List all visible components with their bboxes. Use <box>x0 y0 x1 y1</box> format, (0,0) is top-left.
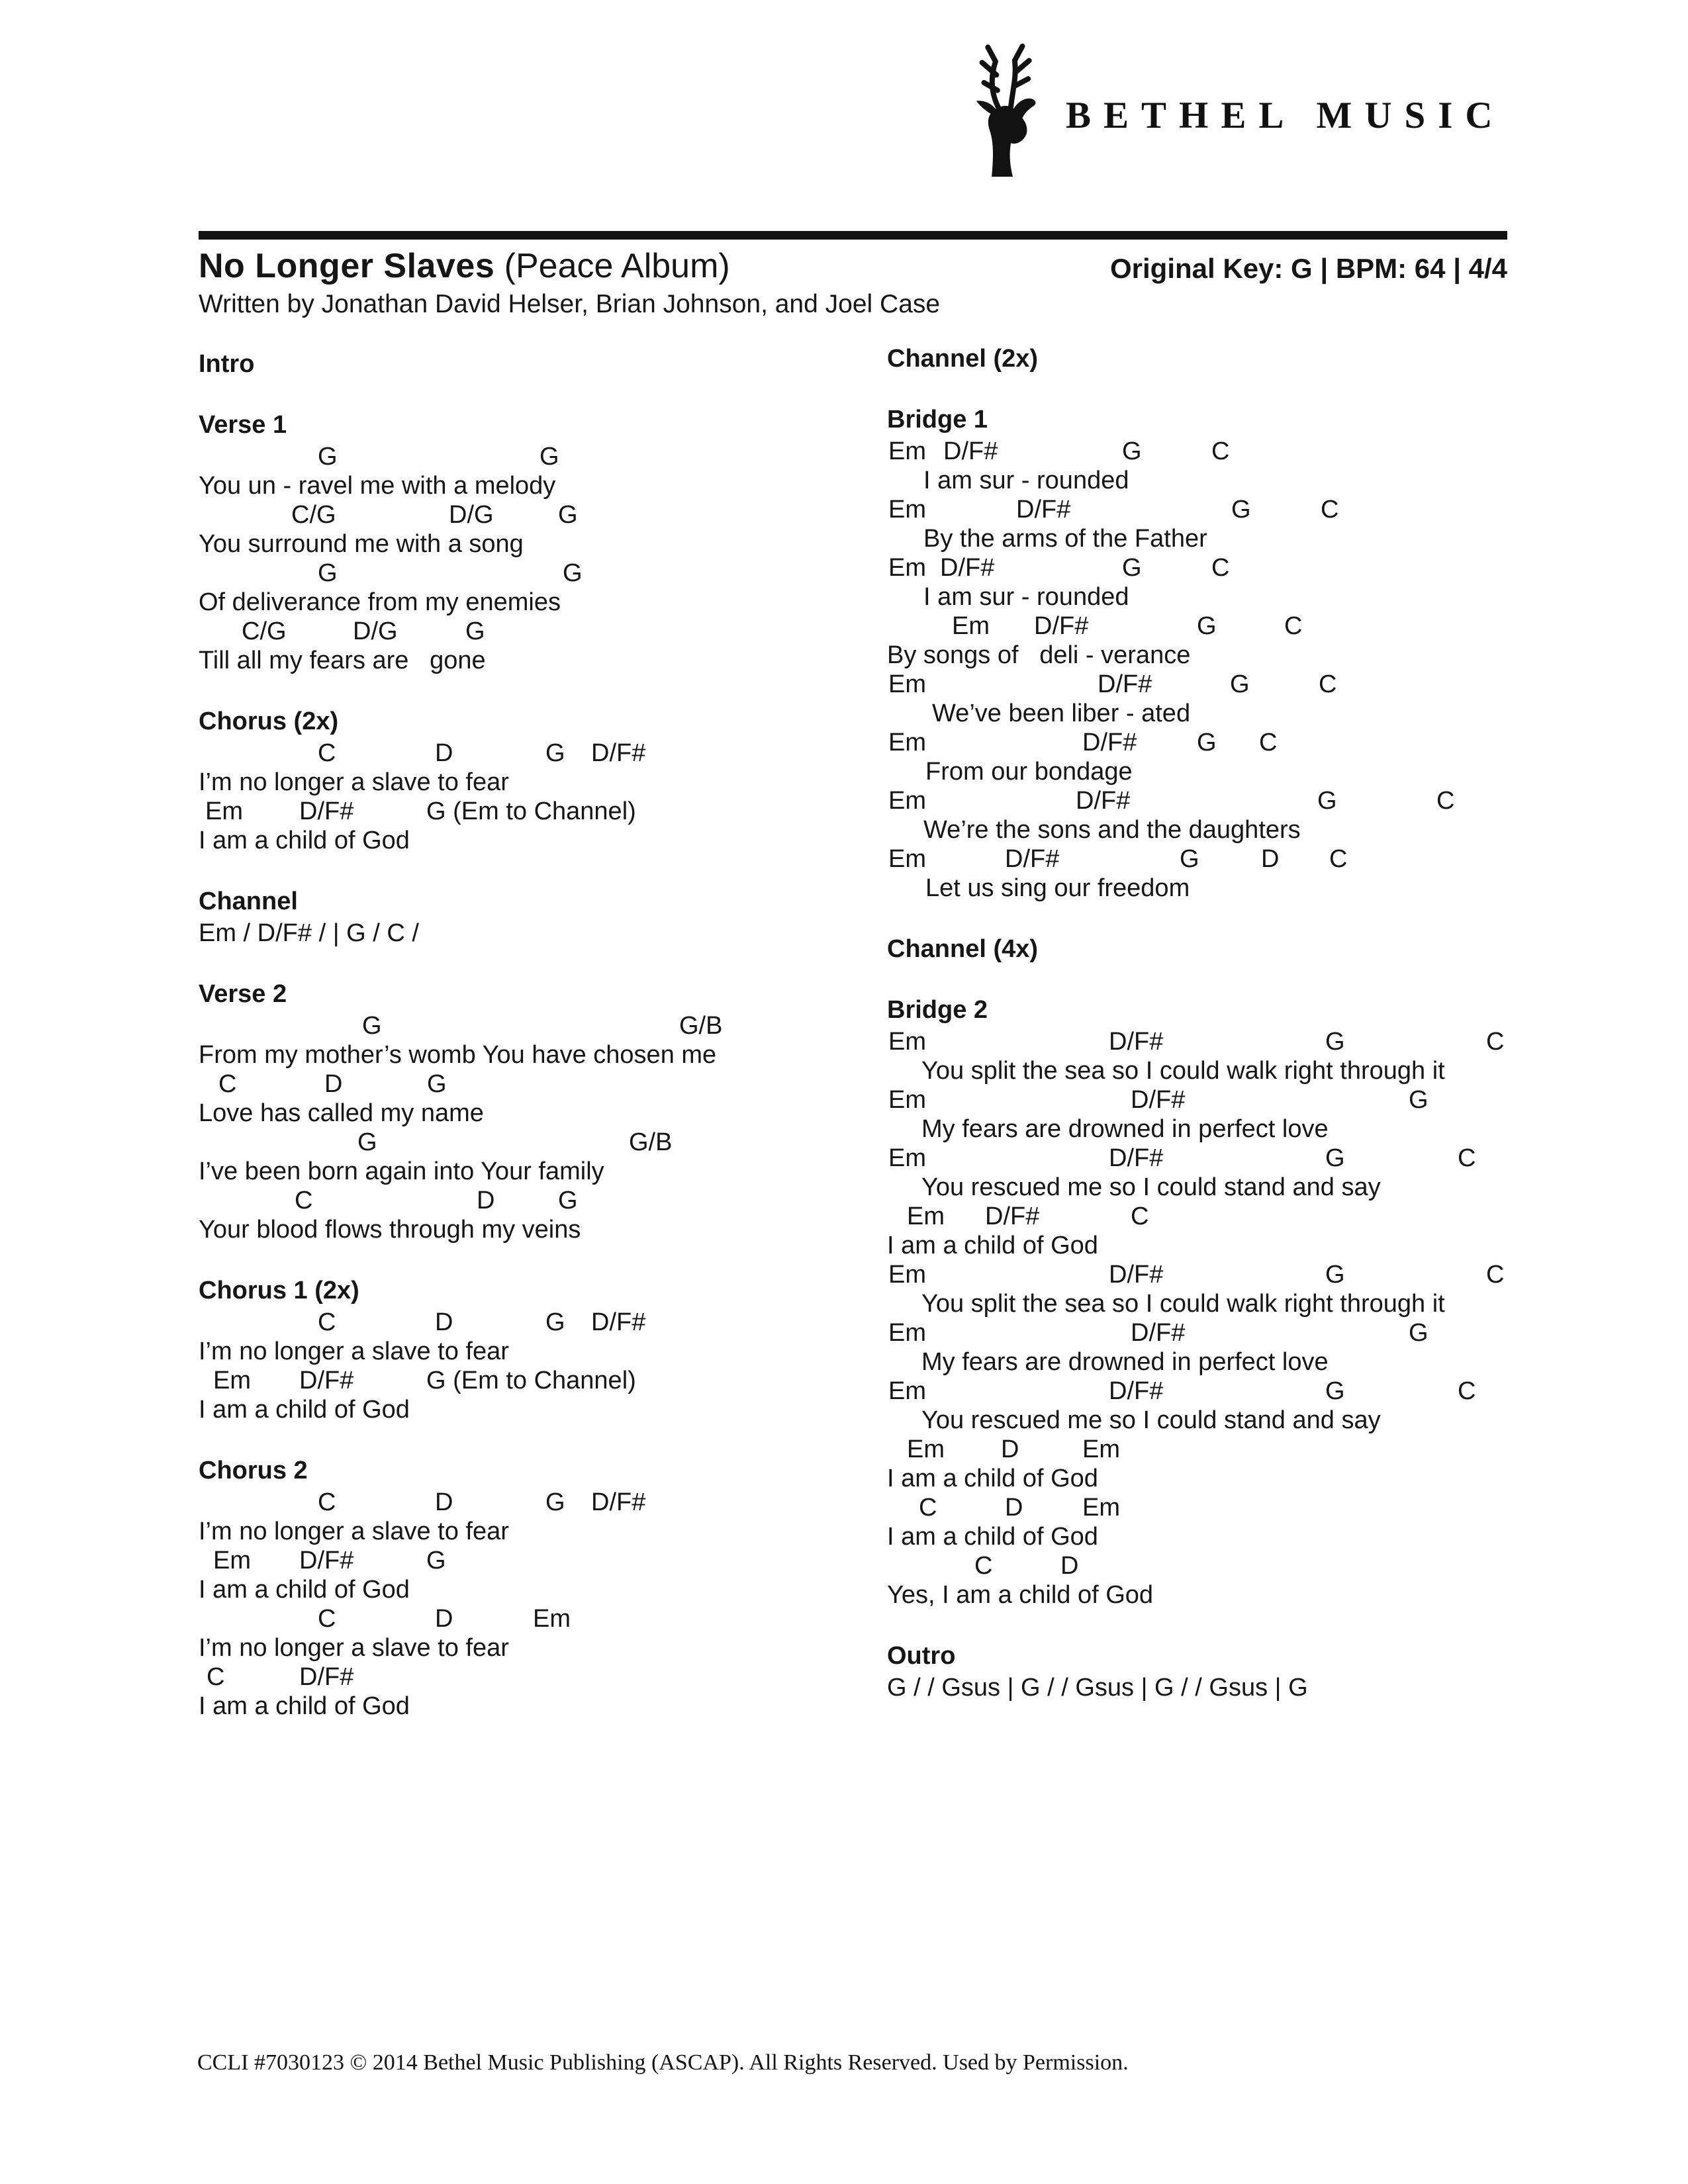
chord-line <box>199 1308 887 1337</box>
chord-token: Em <box>205 797 243 825</box>
chord-token: G <box>427 1070 447 1098</box>
song-title: No Longer Slaves <box>199 247 495 285</box>
chord-token: Em <box>888 729 926 756</box>
chord-token: D/F# <box>1098 670 1152 698</box>
lyric-line: You un - ravel me with a melody <box>199 472 556 500</box>
chord-line <box>887 1085 1688 1115</box>
chord-token: G <box>357 1128 377 1156</box>
bethel-music-logo <box>955 42 1505 177</box>
lyric-line: Yes, I am a child of God <box>887 1581 1154 1609</box>
chord-line <box>199 617 887 646</box>
chord-token: Em <box>888 1377 926 1405</box>
chord-token: Em <box>213 1547 251 1574</box>
chord-token: G <box>563 559 583 587</box>
chord-line <box>887 728 1688 757</box>
chord-token: D/F# <box>1109 1377 1164 1405</box>
section-outro <box>887 1641 1688 1702</box>
chord-token: G <box>558 1187 578 1214</box>
chord-line <box>199 1011 887 1040</box>
chord-token: C <box>1458 1144 1476 1172</box>
section-intro <box>199 349 887 379</box>
chord-token: G <box>1231 496 1251 523</box>
chord-token: G <box>1325 1028 1345 1056</box>
chord-line <box>887 1435 1688 1464</box>
chord-token: D <box>1261 845 1280 873</box>
section-bridge-1 <box>887 405 1688 903</box>
chord-token: Em <box>213 1367 251 1394</box>
chord-token: Em <box>888 845 926 873</box>
chord-token: Em <box>888 1144 926 1172</box>
chord-token: D <box>1060 1552 1079 1580</box>
lyric-line: We’ve been liber - ated <box>932 700 1191 727</box>
chart-column-left <box>199 349 887 1752</box>
section-bridge-2 <box>887 995 1688 1610</box>
chord-token: G (Em to Channel) <box>426 797 636 825</box>
chord-token: G <box>1230 670 1250 698</box>
chord-line <box>887 553 1688 582</box>
lyric-line: I’m no longer a slave to fear <box>199 768 509 796</box>
chord-token: C <box>1321 496 1339 523</box>
chord-line <box>887 1318 1688 1347</box>
section-verse-1 <box>199 410 887 675</box>
chord-token: G/B <box>679 1012 723 1040</box>
chord-token: Em <box>907 1435 945 1463</box>
chord-line <box>887 844 1688 874</box>
chord-token: D <box>435 1488 453 1516</box>
footer-copyright: CCLI #7030123 © 2014 Bethel Music Publishing (ASCAP). All Rights Reserved. Used by Permission. <box>197 2050 1129 2075</box>
chord-token: C <box>318 1488 336 1516</box>
chord-token: D/F# <box>299 1663 354 1691</box>
chord-token: D/F# <box>299 1547 354 1574</box>
divider-rule <box>199 231 1507 240</box>
chord-token: D/F# <box>591 739 646 767</box>
chord-token: G <box>539 443 559 471</box>
chord-token: C <box>1486 1028 1505 1056</box>
chord-token: C <box>1131 1203 1149 1230</box>
section-header: Verse 1 <box>199 411 287 439</box>
chord-token: C <box>974 1552 993 1580</box>
chord-token: Em <box>888 437 926 465</box>
chord-token: G <box>1197 729 1217 756</box>
chord-token: G <box>1122 437 1142 465</box>
lyric-line: You rescued me so I could stand and say <box>921 1173 1381 1201</box>
chord-line <box>887 1493 1688 1522</box>
lyric-line: I am sur - rounded <box>923 583 1129 611</box>
section-header: Bridge 1 <box>887 406 988 433</box>
lyric-line: I am a child of God <box>199 1576 410 1604</box>
lyric-line: We’re the sons and the daughters <box>923 816 1301 844</box>
chord-token: D/F# <box>1005 845 1060 873</box>
chord-token: G <box>362 1012 382 1040</box>
lyric-line: I am a child of God <box>887 1232 1098 1259</box>
chord-token: Em <box>888 554 926 582</box>
chord-line <box>887 1202 1688 1231</box>
chord-token: Em <box>907 1203 945 1230</box>
chord-token: D <box>1005 1494 1023 1522</box>
chord-token: D/F# <box>299 797 354 825</box>
chord-line <box>199 797 887 826</box>
chord-token: G <box>545 739 565 767</box>
section-channel-2x <box>887 344 1688 373</box>
lyric-line: I am a child of God <box>199 827 410 854</box>
chord-line <box>887 670 1688 699</box>
logo-wordmark: BETHEL MUSIC <box>1066 95 1505 136</box>
lyric-line: I am sur - rounded <box>923 467 1129 494</box>
chord-token: Em <box>533 1605 571 1633</box>
chord-line <box>199 1069 887 1099</box>
chord-line <box>199 1186 887 1215</box>
chord-token: Em <box>888 496 926 523</box>
section-header: Chorus (2x) <box>199 707 339 735</box>
chord-token: G <box>426 1547 446 1574</box>
lyric-line: I’m no longer a slave to fear <box>199 1338 509 1365</box>
lyric-line: I am a child of God <box>887 1465 1098 1492</box>
lyric-line: I’m no longer a slave to fear <box>199 1634 509 1662</box>
lyric-line: I’m no longer a slave to fear <box>199 1518 509 1545</box>
section-header: Intro <box>199 350 255 378</box>
chord-token: C/G <box>242 617 287 645</box>
section-channel-4x <box>887 934 1688 964</box>
chord-line <box>887 612 1688 641</box>
chord-token: G <box>1325 1377 1345 1405</box>
chord-token: D/F# <box>299 1367 354 1394</box>
chord-token: G/B <box>629 1128 673 1156</box>
chord-token: C <box>318 1308 336 1336</box>
chord-token: D/F# <box>1109 1144 1164 1172</box>
lyric-line: My fears are drowned in perfect love <box>921 1115 1329 1143</box>
lyric-line: Love has called my name <box>199 1099 484 1127</box>
chord-token: D/F# <box>591 1308 646 1336</box>
chord-token: C <box>1211 554 1230 582</box>
chord-token: Em <box>888 1028 926 1056</box>
lyric-line: Till all my fears are gone <box>199 647 486 674</box>
chord-line <box>199 442 887 471</box>
lyric-line: By songs of deli - verance <box>887 641 1191 669</box>
chord-token: G <box>1409 1086 1429 1114</box>
chord-text-line: G / / Gsus | G / / Gsus | G / / Gsus | G <box>887 1674 1308 1702</box>
chord-token: G <box>545 1488 565 1516</box>
chord-line <box>887 1144 1688 1173</box>
chord-token: C <box>1319 670 1337 698</box>
chord-token: C <box>295 1187 313 1214</box>
lyric-line: I’ve been born again into Your family <box>199 1158 604 1185</box>
chord-token: G <box>1122 554 1142 582</box>
chord-token: G (Em to Channel) <box>426 1367 636 1394</box>
chord-text-line: Em / D/F# / | G / C / <box>199 919 419 947</box>
lyric-line: My fears are drowned in perfect love <box>921 1348 1329 1376</box>
chord-token: Em <box>952 612 990 640</box>
lyric-line: I am a child of God <box>199 1396 410 1424</box>
chord-line <box>887 1377 1688 1406</box>
chord-line <box>199 1128 887 1157</box>
lyric-line: You surround me with a song <box>199 530 524 558</box>
chord-token: C <box>1284 612 1303 640</box>
chord-token: G <box>1180 845 1199 873</box>
chord-token: D <box>435 1605 453 1633</box>
section-chorus-2 <box>199 1456 887 1721</box>
chord-token: D/F# <box>1082 729 1137 756</box>
section-chorus-2x <box>199 707 887 855</box>
chord-line <box>199 1604 887 1633</box>
chord-token: G <box>1317 787 1337 815</box>
chord-token: C <box>1211 437 1230 465</box>
chart-column-right <box>887 344 1688 1734</box>
chord-token: G <box>1197 612 1217 640</box>
chord-token: D/F# <box>985 1203 1040 1230</box>
chord-line <box>199 559 887 588</box>
chord-token: Em <box>888 787 926 815</box>
chord-token: G <box>558 501 578 529</box>
section-chorus-1-2x <box>199 1276 887 1424</box>
chord-token: D <box>324 1070 343 1098</box>
section-header: Channel (2x) <box>887 345 1039 373</box>
lyric-line: I am a child of God <box>199 1692 410 1720</box>
section-header: Outro <box>887 1642 956 1670</box>
chord-token: D/G <box>353 617 398 645</box>
chord-token: C <box>318 1605 336 1633</box>
chord-token: D/F# <box>1131 1319 1186 1347</box>
chord-token: C <box>1486 1261 1505 1289</box>
section-header: Channel (4x) <box>887 935 1039 963</box>
lyric-line: Your blood flows through my veins <box>199 1216 581 1244</box>
lyric-line: From our bondage <box>925 758 1133 786</box>
section-header: Bridge 2 <box>887 996 988 1024</box>
chord-token: C/G <box>291 501 336 529</box>
chord-line <box>887 495 1688 524</box>
lyric-line: You split the sea so I could walk right through it <box>921 1057 1445 1085</box>
chord-token: Em <box>888 1319 926 1347</box>
section-header: Verse 2 <box>199 980 287 1008</box>
chord-token: G <box>318 559 338 587</box>
chord-line <box>887 1027 1688 1056</box>
chord-token: D/F# <box>1131 1086 1186 1114</box>
lyric-line: By the arms of the Father <box>923 525 1207 553</box>
chord-token: D <box>435 739 453 767</box>
chord-line <box>199 739 887 768</box>
chord-token: C <box>1259 729 1278 756</box>
chord-line <box>199 500 887 529</box>
chord-token: C <box>318 739 336 767</box>
chord-token: D/F# <box>591 1488 646 1516</box>
lyric-line: Let us sing our freedom <box>925 874 1190 902</box>
lyric-line: I am a child of God <box>887 1523 1098 1551</box>
chord-token: D/F# <box>1016 496 1071 523</box>
byline: Written by Jonathan David Helser, Brian Johnson, and Joel Case <box>199 290 941 318</box>
chord-token: C <box>218 1070 237 1098</box>
key-bpm-meta: Original Key: G | BPM: 64 | 4/4 <box>1110 253 1507 284</box>
chord-token: D/F# <box>1109 1028 1164 1056</box>
section-header: Channel <box>199 887 298 915</box>
stag-head-icon <box>955 42 1051 177</box>
chord-token: G <box>465 617 485 645</box>
chord-line <box>199 1546 887 1575</box>
chord-token: C <box>1458 1377 1476 1405</box>
chord-token: D/G <box>449 501 494 529</box>
section-header: Chorus 1 (2x) <box>199 1277 359 1304</box>
chord-token: D <box>1001 1435 1019 1463</box>
chord-token: G <box>318 443 338 471</box>
chord-token: D <box>435 1308 453 1336</box>
chord-token: D/F# <box>940 554 995 582</box>
chord-token: D/F# <box>1034 612 1089 640</box>
chord-token: G <box>1325 1261 1345 1289</box>
chord-token: Em <box>888 1086 926 1114</box>
chord-token: C <box>207 1663 225 1691</box>
lyric-line: You split the sea so I could walk right through it <box>921 1290 1445 1318</box>
chord-token: D/F# <box>1109 1261 1164 1289</box>
chord-token: Em <box>888 670 926 698</box>
chord-line <box>199 1366 887 1395</box>
chord-token: Em <box>1082 1435 1120 1463</box>
section-verse-2 <box>199 979 887 1244</box>
chord-token: C <box>1329 845 1348 873</box>
section-header: Chorus 2 <box>199 1457 308 1484</box>
chord-token: D/F# <box>943 437 998 465</box>
chord-line <box>887 1260 1688 1289</box>
chord-token: G <box>1325 1144 1345 1172</box>
chord-token: D/F# <box>1076 787 1131 815</box>
album-label: (Peace Album) <box>494 247 730 285</box>
chord-line <box>887 786 1688 815</box>
chord-token: G <box>1409 1319 1429 1347</box>
chord-token: Em <box>1082 1494 1120 1522</box>
lyric-line: From my mother’s womb You have chosen me <box>199 1041 717 1069</box>
chord-token: C <box>1436 787 1455 815</box>
lyric-line: Of deliverance from my enemies <box>199 588 561 616</box>
chord-token: Em <box>888 1261 926 1289</box>
chord-line <box>887 437 1688 466</box>
chord-token: D <box>477 1187 495 1214</box>
chord-line <box>887 1551 1688 1580</box>
chord-line <box>199 1662 887 1692</box>
lyric-line: You rescued me so I could stand and say <box>921 1406 1381 1434</box>
section-channel <box>199 887 887 948</box>
chord-token: G <box>545 1308 565 1336</box>
chord-token: C <box>919 1494 937 1522</box>
chord-line <box>199 1488 887 1517</box>
